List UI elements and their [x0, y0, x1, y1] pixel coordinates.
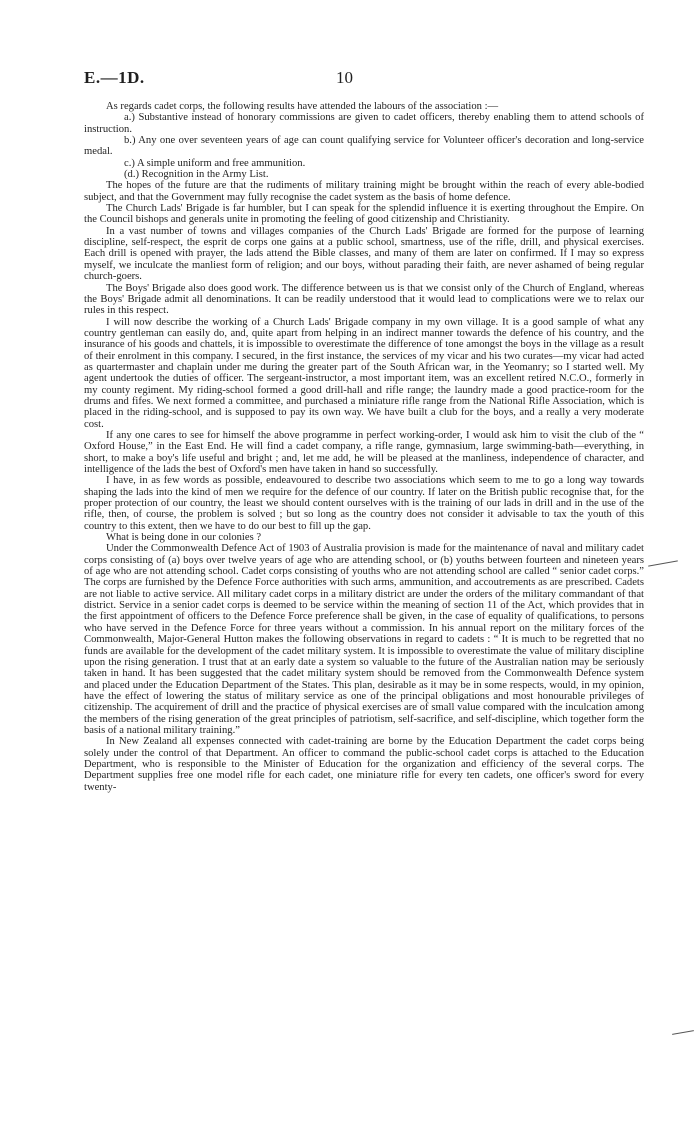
paragraph-church-lads: The Church Lads' Brigade is far humbler, but I can speak for the splendid influence it is exerting throughout the Empire. On the Council bishops and generals unite in promoting the feeling of good citizenship and Christianity.	[84, 203, 644, 226]
margin-pencil-mark	[672, 1030, 694, 1035]
paragraph-new-zealand: In New Zealand all expenses connected with cadet-training are borne by the Education Department the cadet corps being solely under the control of that Department. An officer to command the public-school cadet corps is attached to the Education Department, who is responsible to the Minister of Education for the organization and efficiency of the several corps. The Department supplies free one model rifle for each cadet, one miniature rifle for every ten cadets, one officer's sword for every twenty-	[84, 736, 644, 793]
document-code: E.—1D.	[84, 68, 145, 87]
list-item-a: a.) Substantive instead of honorary commissions are given to cadet officers, thereby enabling them to attend schools of instruction.	[84, 112, 644, 135]
paragraph-summary: I have, in as few words as possible, endeavoured to describe two associations which seem to me to go a long way towards shaping the lads into the kind of men we require for the defence of our country. If later on the British public recognise that, for the proper protection of our country, the least we should content ourselves with is the training of our lads in drill and in the use of the rifle, then, of course, the problem is solved ; but so long as the country does not consider it advisable to tax the youth of this country to this extent, then we have to do our best to fill up the gap.	[84, 475, 644, 532]
page-header	[84, 68, 644, 88]
paragraph-intro: As regards cadet corps, the following results have attended the labours of the association :—	[106, 101, 499, 112]
paragraph-boys-brigade: The Boys' Brigade also does good work. The difference between us is that we consist only of the Church of England, whereas the Boys' Brigade admit all denominations. It can be readily understood that it would lead to complications were we to relax our rules in this respect.	[84, 282, 644, 317]
paragraph-hopes: The hopes of the future are that the rudiments of military training might be brought within the reach of every able-bodied subject, and that the Government may fully recognise the cadet system as the basis of home defence.	[84, 180, 644, 203]
paragraph-australia: Under the Commonwealth Defence Act of 1903 of Australia provision is made for the maintenance of naval and military cadet corps consisting of (a) boys over twelve years of age who are attending school, or (b) youths between fourteen and nineteen years of age who are not attending school. Cadet corps consisting of youths who are not attending school are called “ senior cadet corps.” The corps are furnished by the Defence Force authorities with such arms, ammunition, and accoutrements as are prescribed. Cadets are not liable to active service. All military cadet corps in a military district are under the orders of the military commandant of that district. Service in a senior cadet corps is deemed to be service within the meaning of section 11 of the Act, which provides that in the first appointment of officers to the Defence Force preference shall be given, in the case of equality of qualifications, to persons who have served in the Defence Force for three years without a commission. In his annual report on the military forces of the Commonwealth, Major-General Hutton makes the following observations in regard to cadets : “ It is much to be regretted that no funds are available for the development of the cadet military system. It is impossible to overestimate the value of military discipline upon the rising generation. I trust that at an early date a system so valuable to the future of the Australian nation may be seriously taken in hand. It has been suggested that the cadet military system should be removed from the Commonwealth Defence system and placed under the Education Department of the States. This plan, desirable as it may be in some respects, would, in my opinion, have the effect of lowering the status of military service as one of the principal obligations and most honourable privileges of citizenship. The acquirement of drill and the practice of physical exercises are of small value compared with the inculcation among the members of the rising generation of the great principles of patriotism, self-sacrifice, and self-discipline, which together form the basis of a national military training.”	[84, 543, 644, 736]
paragraph-village-company: I will now describe the working of a Church Lads' Brigade company in my own village. It is a good sample of what any country gentleman can easily do, and, quite apart from helping in an indirect manner towards the defence of his country, and the insurance of his goods and chattels, it is impossible to overestimate the difference of tone amongst the boys in the village as a result of their enrolment in this company. I secured, in the first instance, the services of my vicar and his two curates—my vicar had acted as quartermaster and chaplain under me during the greater part of the South African war, in the Yeomanry; so I started well. My agent undertook the duties of officer. The sergeant-instructor, a most important item, was an excellent retired N.C.O., formerly in my county regiment. My riding-school formed a good drill-hall and rifle range; the laundry made a good practice-room for the drums and fifes. We next formed a committee, and purchased a miniature rifle range from the National Rifle Association, which is placed in the riding-school, and is supposed to pay its own way. We have built a club for the boys, and a really a very moderate cost.	[84, 316, 644, 430]
list-item-b: b.) Any one over seventeen years of age can count qualifying service for Volunteer officer's decoration and long-service medal.	[84, 135, 644, 158]
paragraph-oxford-house: If any one cares to see for himself the above programme in perfect working-order, I would ask him to visit the club of the “ Oxford House,” in the East End. He will find a cadet company, a rifle range, gymnasium, large swimming-bath—everything, in short, to make a boy's life useful and bright ; and, let me add, he will be pleased at the manliness, independence of character, and intelligence of the lads the best of Oxford's men have taken in hand so successfully.	[84, 429, 644, 475]
page-number: 10	[336, 68, 353, 87]
margin-pencil-mark	[648, 560, 678, 566]
body-text	[84, 101, 644, 793]
paragraph-companies: In a vast number of towns and villages companies of the Church Lads' Brigade are formed for the purpose of learning discipline, self-respect, the esprit de corps one gains at a public school, smartness, use of the rifle, drill, and physical exercises. Each drill is opened with prayer, the lads attend the Bible classes, and many of them are later on confirmed. If I may so express myself, we inculcate the manliest form of religion; and our boys, without parading their faith, are never ashamed of being regular church-goers.	[84, 225, 644, 283]
paragraph-colonies-question: What is being done in our colonies ?	[106, 532, 262, 544]
list-item-c: c.) A simple uniform and free ammunition.	[124, 157, 306, 169]
list-item-d: (d.) Recognition in the Army List.	[124, 169, 269, 181]
